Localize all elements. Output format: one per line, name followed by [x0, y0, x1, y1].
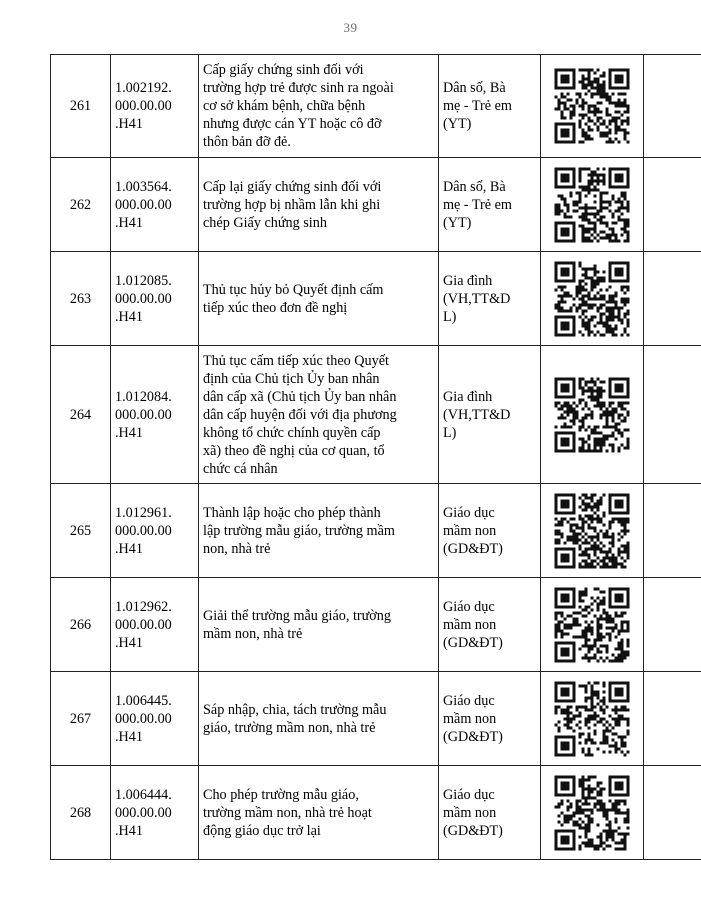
- note-cell: [644, 766, 701, 860]
- procedure-code: 1.006445. 000.00.00 .H41: [111, 672, 199, 766]
- procedure-name: Thành lập hoặc cho phép thành lập trường mẫu giáo, trường mầm non, nhà trẻ: [199, 484, 439, 578]
- qr-code-cell: [541, 158, 644, 252]
- procedure-code: 1.012961. 000.00.00 .H41: [111, 484, 199, 578]
- page-number: 39: [343, 20, 358, 35]
- qr-code-icon[interactable]: [553, 586, 631, 664]
- note-cell: [644, 55, 701, 158]
- qr-code-icon[interactable]: [553, 376, 631, 454]
- qr-code-icon[interactable]: [553, 67, 631, 145]
- procedure-code: 1.012084. 000.00.00 .H41: [111, 346, 199, 484]
- table-row: [51, 484, 701, 578]
- table-row: [51, 578, 701, 672]
- table-row: [51, 672, 701, 766]
- procedure-name: Giải thể trường mẫu giáo, trường mầm non, nhà trẻ: [199, 578, 439, 672]
- procedure-name: Cấp lại giấy chứng sinh đối với trường hợp bị nhầm lẫn khi ghi chép Giấy chứng sinh: [199, 158, 439, 252]
- procedure-name: Cấp giấy chứng sinh đối với trường hợp trẻ được sinh ra ngoài cơ sở khám bệnh, chữa bệnh nhưng được cán YT hoặc cô đỡ thôn bản đỡ đẻ.: [199, 55, 439, 158]
- note-cell: [644, 484, 701, 578]
- procedure-field: Giáo dục mầm non (GD&ĐT): [439, 766, 541, 860]
- qr-code-icon[interactable]: [553, 166, 631, 244]
- procedure-field: Gia đình (VH,TT&D L): [439, 346, 541, 484]
- procedure-field: Dân số, Bà mẹ - Trẻ em (YT): [439, 55, 541, 158]
- procedure-field: Giáo dục mầm non (GD&ĐT): [439, 484, 541, 578]
- procedure-field: Giáo dục mầm non (GD&ĐT): [439, 578, 541, 672]
- row-number: 262: [51, 158, 111, 252]
- qr-code-cell: [541, 672, 644, 766]
- procedure-code: 1.012085. 000.00.00 .H41: [111, 252, 199, 346]
- procedure-name: Sáp nhập, chia, tách trường mẫu giáo, trường mầm non, nhà trẻ: [199, 672, 439, 766]
- procedure-name: Thủ tục hủy bỏ Quyết định cấm tiếp xúc theo đơn đề nghị: [199, 252, 439, 346]
- procedure-code: 1.003564. 000.00.00 .H41: [111, 158, 199, 252]
- row-number: 264: [51, 346, 111, 484]
- qr-code-icon[interactable]: [553, 260, 631, 338]
- qr-code-cell: [541, 578, 644, 672]
- row-number: 261: [51, 55, 111, 158]
- qr-code-icon[interactable]: [553, 680, 631, 758]
- procedure-code: 1.012962. 000.00.00 .H41: [111, 578, 199, 672]
- row-number: 267: [51, 672, 111, 766]
- note-cell: [644, 578, 701, 672]
- procedure-field: Dân số, Bà mẹ - Trẻ em (YT): [439, 158, 541, 252]
- table-row: [51, 55, 701, 158]
- qr-code-cell: [541, 252, 644, 346]
- table-row: [51, 158, 701, 252]
- procedure-table: [50, 54, 701, 860]
- note-cell: [644, 346, 701, 484]
- procedure-field: Gia đình (VH,TT&D L): [439, 252, 541, 346]
- qr-code-icon[interactable]: [553, 492, 631, 570]
- row-number: 268: [51, 766, 111, 860]
- row-number: 263: [51, 252, 111, 346]
- qr-code-cell: [541, 484, 644, 578]
- procedure-code: 1.002192. 000.00.00 .H41: [111, 55, 199, 158]
- table-row: [51, 766, 701, 860]
- row-number: 265: [51, 484, 111, 578]
- note-cell: [644, 252, 701, 346]
- table-row: [51, 346, 701, 484]
- procedure-field: Giáo dục mầm non (GD&ĐT): [439, 672, 541, 766]
- note-cell: [644, 158, 701, 252]
- row-number: 266: [51, 578, 111, 672]
- qr-code-cell: [541, 346, 644, 484]
- qr-code-icon[interactable]: [553, 774, 631, 852]
- table-row: [51, 252, 701, 346]
- qr-code-cell: [541, 55, 644, 158]
- procedure-name: Cho phép trường mẫu giáo, trường mầm non, nhà trẻ hoạt động giáo dục trở lại: [199, 766, 439, 860]
- note-cell: [644, 672, 701, 766]
- qr-code-cell: [541, 766, 644, 860]
- procedure-name: Thủ tục cấm tiếp xúc theo Quyết định của Chủ tịch Ủy ban nhân dân cấp xã (Chủ tịch Ủy ban nhân dân cấp huyện đối với địa phương không tổ chức chính quyền cấp xã) theo đề nghị của cơ quan, tổ chức cá nhân: [199, 346, 439, 484]
- procedure-code: 1.006444. 000.00.00 .H41: [111, 766, 199, 860]
